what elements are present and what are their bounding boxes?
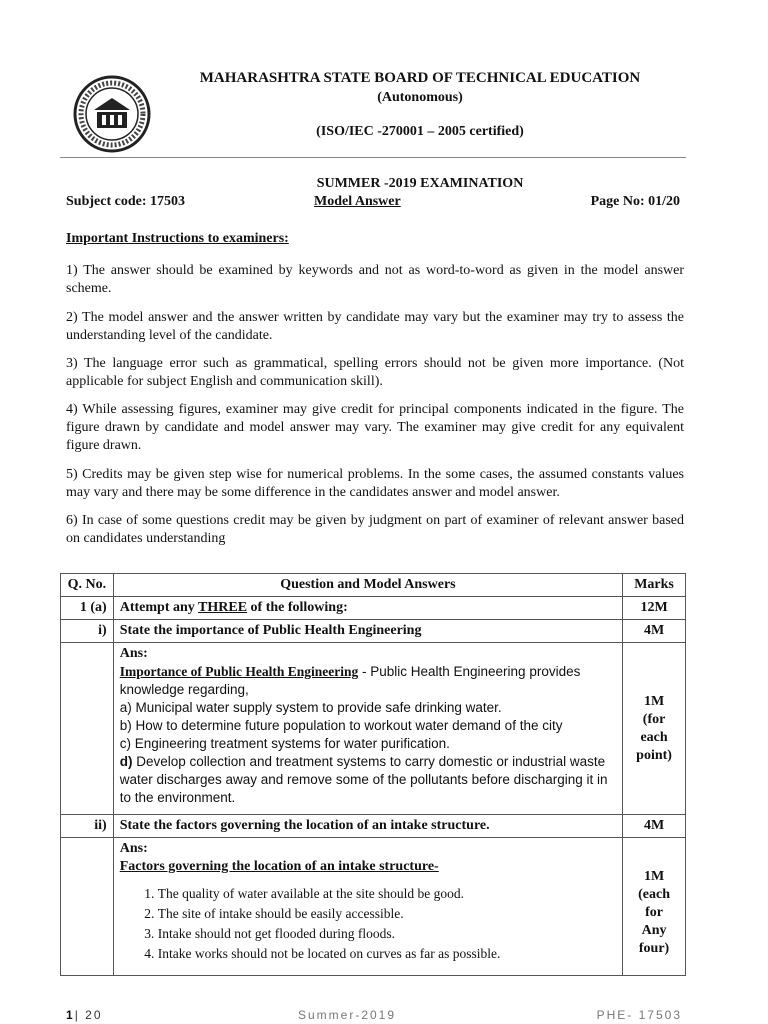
table-row	[61, 620, 686, 643]
page-footer	[66, 1008, 682, 1024]
table-row	[61, 838, 686, 976]
marks-value: 4M	[623, 620, 686, 643]
table-row	[61, 643, 686, 815]
header-divider	[60, 157, 686, 158]
instruction-item: 4) While assessing figures, examiner may give credit for principal components indicated in the figure. The figure drawn by candidate and model answer may vary. The examiner may give credit for any equivalent figure drawn.	[66, 402, 684, 453]
table-row	[61, 815, 686, 838]
answer-label: Ans:	[119, 646, 148, 661]
certification-label: (ISO/IEC -270001 – 2005 certified)	[316, 124, 524, 139]
qno-header: Q. No.	[61, 574, 114, 597]
marks-value: 12M	[623, 597, 686, 620]
marks-note: 1M (each for Any four)	[623, 838, 686, 976]
instruction-item: 5) Credits may be given step wise for numerical problems. In the some cases, the assumed constants values may vary and there may be some difference in the candidates answer and model answer.	[66, 467, 684, 500]
answer-block	[113, 838, 622, 976]
marks-header: Marks	[623, 574, 686, 597]
answer-point: a) Municipal water supply system to provide safe drinking water.	[119, 700, 502, 715]
board-title: MAHARASHTRA STATE BOARD OF TECHNICAL EDUCATION	[199, 70, 641, 86]
answer-intro: - Public Health Engineering provides knowledge regarding,	[119, 664, 581, 697]
subject-line	[66, 194, 680, 214]
question-header: Question and Model Answers	[113, 574, 622, 597]
factor-list	[120, 884, 616, 964]
instruction-item: 3) The language error such as grammatical, spelling errors should not be given more importance. (Not applicable for subject English and communication skill).	[66, 356, 684, 389]
instruction-item: 1) The answer should be examined by keywords and not as word-to-word as given in the model answer scheme.	[66, 263, 684, 296]
question-number: ii)	[61, 815, 114, 838]
subject-code: Subject code: 17503	[66, 194, 185, 209]
answer-point: c) Engineering treatment systems for water purification.	[119, 736, 450, 751]
msbte-seal-icon	[72, 74, 152, 154]
footer-code: PHE- 17503	[596, 1008, 682, 1022]
question-text: Attempt any THREE of the following:	[113, 597, 622, 620]
table-row	[61, 597, 686, 620]
answer-block	[113, 643, 622, 815]
answer-point: d) Develop collection and treatment systems to carry domestic or industrial waste water discharges away and remove some of the pollutants before discharging it in to the environment.	[119, 754, 608, 805]
answer-point: b) How to determine future population to workout water demand of the city	[119, 718, 563, 733]
model-answer-label: Model Answer	[314, 194, 401, 209]
answer-body	[120, 663, 616, 807]
answer-heading: Factors governing the location of an intake structure-	[119, 859, 439, 874]
question-text: State the importance of Public Health Engineering	[113, 620, 622, 643]
list-item: 2. The site of intake should be easily accessible.	[158, 904, 616, 924]
exam-title: SUMMER -2019 EXAMINATION	[316, 176, 524, 191]
page-number: Page No: 01/20	[590, 194, 680, 209]
instructions-heading: Important Instructions to examiners:	[66, 231, 289, 246]
answer-heading: Importance of Public Health Engineering	[119, 664, 359, 679]
marks-note: 1M (for each point)	[623, 643, 686, 815]
list-item: 4. Intake works should not be located on curves as far as possible.	[158, 944, 616, 964]
question-number: 1 (a)	[61, 597, 114, 620]
list-item: 3. Intake should not get flooded during floods.	[158, 924, 616, 944]
question-number: i)	[61, 620, 114, 643]
footer-page-number: 1| 20	[66, 1008, 103, 1022]
question-answer-table	[60, 573, 686, 976]
footer-season: Summer-2019	[298, 1008, 397, 1022]
answer-label: Ans:	[119, 841, 148, 856]
marks-value: 4M	[623, 815, 686, 838]
table-header-row	[61, 574, 686, 597]
autonomous-label: (Autonomous)	[377, 90, 463, 105]
list-item: 1. The quality of water available at the site should be good.	[158, 884, 616, 904]
instruction-item: 6) In case of some questions credit may be given by judgment on part of examiner of relevant answer based on candidates understanding	[66, 513, 684, 546]
question-text: State the factors governing the location of an intake structure.	[113, 815, 622, 838]
instruction-item: 2) The model answer and the answer written by candidate may vary but the examiner may try to assess the understanding level of the candidate.	[66, 310, 684, 343]
